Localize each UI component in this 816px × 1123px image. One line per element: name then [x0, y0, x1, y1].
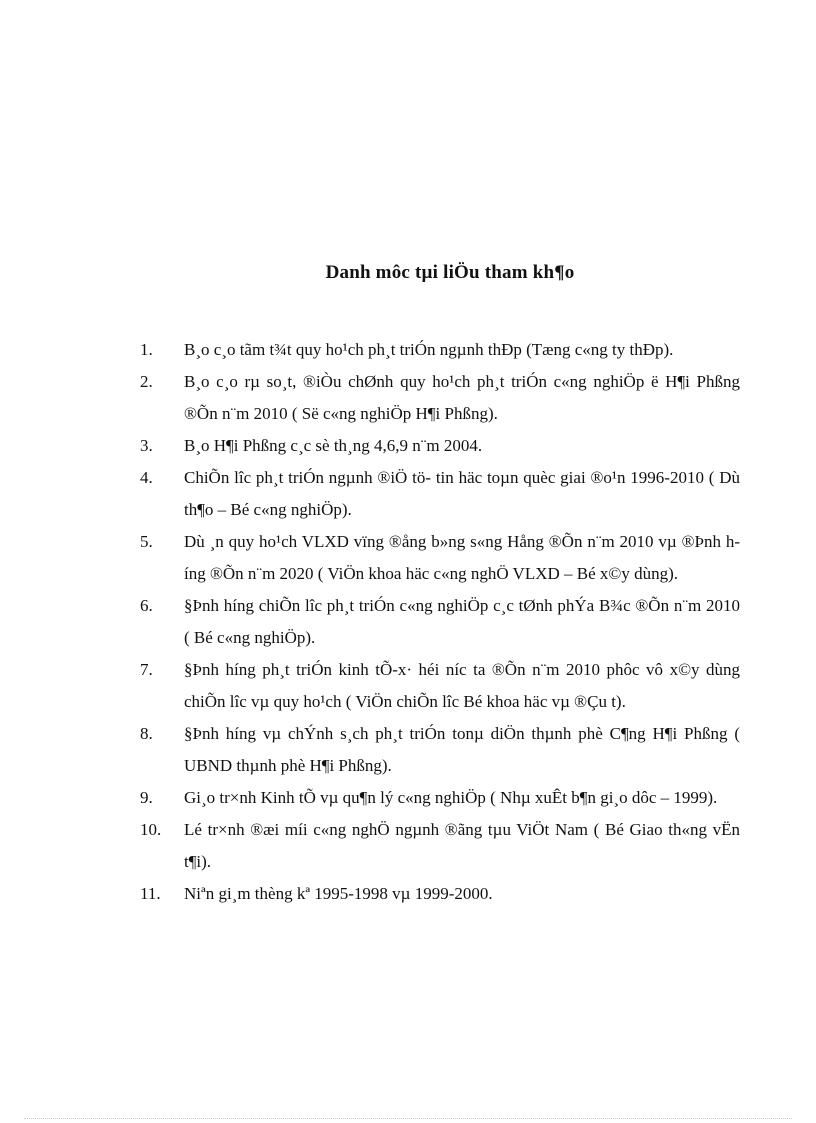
reference-number: 2. — [140, 372, 153, 391]
reference-item — [140, 430, 740, 462]
reference-item — [140, 878, 740, 910]
reference-item — [140, 590, 740, 654]
reference-item — [140, 366, 740, 430]
reference-text: B¸o c¸o rµ so¸t, ®iÒu chØnh quy ho¹ch ph¸t triÓn c«ng nghiÖp ë H¶i Phßng ®Õn n¨m 2010 ( Së c«ng nghiÖp H¶i Phßng). — [184, 372, 740, 423]
reference-item — [140, 334, 740, 366]
reference-item — [140, 782, 740, 814]
reference-text: §Þnh híng ph¸t triÓn kinh tÕ-x· héi níc ta ®Õn n¨m 2010 phôc vô x©y dùng chiÕn lîc vµ quy ho¹ch ( ViÖn chiÕn lîc Bé khoa häc vµ ®Çu t). — [184, 660, 740, 711]
reference-number: 7. — [140, 660, 153, 679]
reference-text: Gi¸o tr×nh Kinh tÕ vµ qu¶n lý c«ng nghiÖp ( Nhµ xuÊt b¶n gi¸o dôc – 1999). — [184, 788, 718, 807]
reference-number: 10. — [140, 820, 162, 839]
reference-text: Niªn gi¸m thèng kª 1995-1998 vµ 1999-2000. — [184, 884, 493, 903]
reference-text: Dù ¸n quy ho¹ch VLXD vïng ®ång b»ng s«ng Hång ®Õn n¨m 2010 vµ ®Þnh híng ®Õn n¨m 2020 ( ViÖn khoa häc c«ng nghÖ VLXD – Bé x©y dùng). — [184, 532, 740, 583]
reference-text: §Þnh híng chiÕn lîc ph¸t triÓn c«ng nghiÖp c¸c tØnh phÝa B¾c ®Õn n¨m 2010 ( Bé c«ng nghiÖp). — [184, 596, 740, 647]
reference-number: 3. — [140, 436, 153, 455]
reference-number: 5. — [140, 532, 153, 551]
reference-number: 9. — [140, 788, 153, 807]
reference-text: ChiÕn lîc ph¸t triÓn ngµnh ®iÖ tö- tin häc toµn quèc giai ®o¹n 1996-2010 ( Dù th¶o – Bé c«ng nghiÖp). — [184, 468, 740, 519]
reference-text: §Þnh híng vµ chÝnh s¸ch ph¸t triÓn tonµ diÖn thµnh phè C¶ng H¶i Phßng ( UBND thµnh phè H¶i Phßng). — [184, 724, 740, 775]
reference-number: 8. — [140, 724, 153, 743]
reference-text: B¸o H¶i Phßng c¸c sè th¸ng 4,6,9 n¨m 2004. — [184, 436, 483, 455]
reference-number: 6. — [140, 596, 153, 615]
reference-item — [140, 814, 740, 878]
reference-text: B¸o c¸o tãm t¾t quy ho¹ch ph¸t triÓn ngµnh thÐp (Tæng c«ng ty thÐp). — [184, 340, 674, 359]
page-title: Danh môc tµi liÖu tham kh¶o — [325, 262, 575, 283]
page-bottom-divider — [24, 1118, 792, 1119]
reference-list — [140, 334, 740, 910]
reference-item — [140, 718, 740, 782]
reference-number: 1. — [140, 340, 153, 359]
reference-text: Lé tr×nh ®æi míi c«ng nghÖ ngµnh ®ãng tµu ViÖt Nam ( Bé Giao th«ng vËn t¶i). — [184, 820, 740, 871]
reference-number: 11. — [140, 884, 161, 903]
reference-number: 4. — [140, 468, 153, 487]
reference-item — [140, 526, 740, 590]
reference-item — [140, 462, 740, 526]
reference-item — [140, 654, 740, 718]
